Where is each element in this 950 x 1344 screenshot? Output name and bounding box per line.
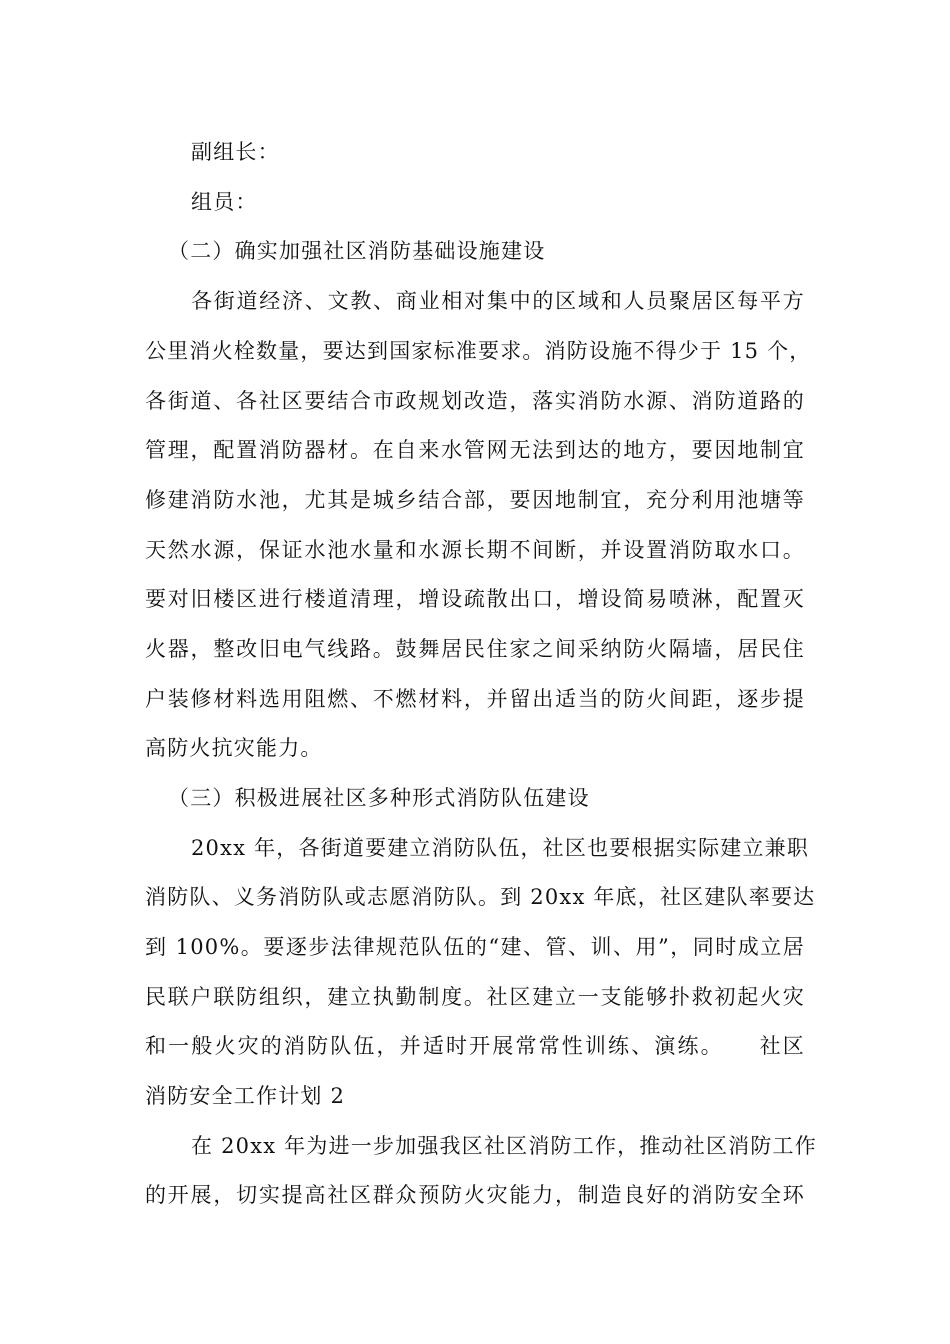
paragraph-line: 20xx 年，各街道要建立消防队伍，社区也要根据实际建立兼职 xyxy=(191,836,810,860)
deputy-leader-label: 副组长： xyxy=(191,140,280,164)
document-subtitle: 消防安全工作计划 2 xyxy=(145,1084,346,1108)
paragraph-line: 各街道经济、文教、商业相对集中的区域和人员聚居区每平方 xyxy=(191,289,805,313)
paragraph-line: 管理，配置消防器材。在自来水管网无法到达的地方，要因地制宜 xyxy=(145,438,805,462)
paragraph-line: 和一般火灾的消防队伍，并适时开展常常性训练、演练。 社区 xyxy=(145,1034,805,1058)
paragraph-line: 消防队、义务消防队或志愿消防队。到 20xx 年底，社区建队率要达 xyxy=(145,885,816,909)
paragraph-line: 火器，整改旧电气线路。鼓舞居民住家之间采纳防火隔墙，居民住 xyxy=(145,637,805,661)
paragraph-line: 各街道、各社区要结合市政规划改造，落实消防水源、消防道路的 xyxy=(145,389,805,413)
section-heading-3: （三）积极进展社区多种形式消防队伍建设 xyxy=(168,786,590,810)
paragraph-line: 到 100%。要逐步法律规范队伍的“建、管、训、用”，同时成立居 xyxy=(145,935,805,959)
paragraph-line: 在 20xx 年为进一步加强我区社区消防工作，推动社区消防工作 xyxy=(191,1134,817,1158)
paragraph-line: 公里消火栓数量，要达到国家标准要求。消防设施不得少于 15 个， xyxy=(145,339,812,363)
paragraph-line: 修建消防水池，尤其是城乡结合部，要因地制宜，充分利用池塘等 xyxy=(145,488,805,512)
section-heading-2: （二）确实加强社区消防基础设施建设 xyxy=(168,239,546,263)
paragraph-line: 要对旧楼区进行楼道清理，增设疏散出口，增设简易喷淋，配置灭 xyxy=(145,587,805,611)
paragraph-line: 民联户联防组织，建立执勤制度。社区建立一支能够扑救初起火灾 xyxy=(145,985,805,1009)
paragraph-line: 天然水源，保证水池水量和水源长期不间断，并设置消防取水口。 xyxy=(145,538,805,562)
members-label: 组员： xyxy=(191,190,258,214)
paragraph-line: 高防火抗灾能力。 xyxy=(145,736,323,760)
paragraph-line: 的开展，切实提高社区群众预防火灾能力，制造良好的消防安全环 xyxy=(145,1183,805,1207)
paragraph-line: 户装修材料选用阻燃、不燃材料，并留出适当的防火间距，逐步提 xyxy=(145,687,805,711)
